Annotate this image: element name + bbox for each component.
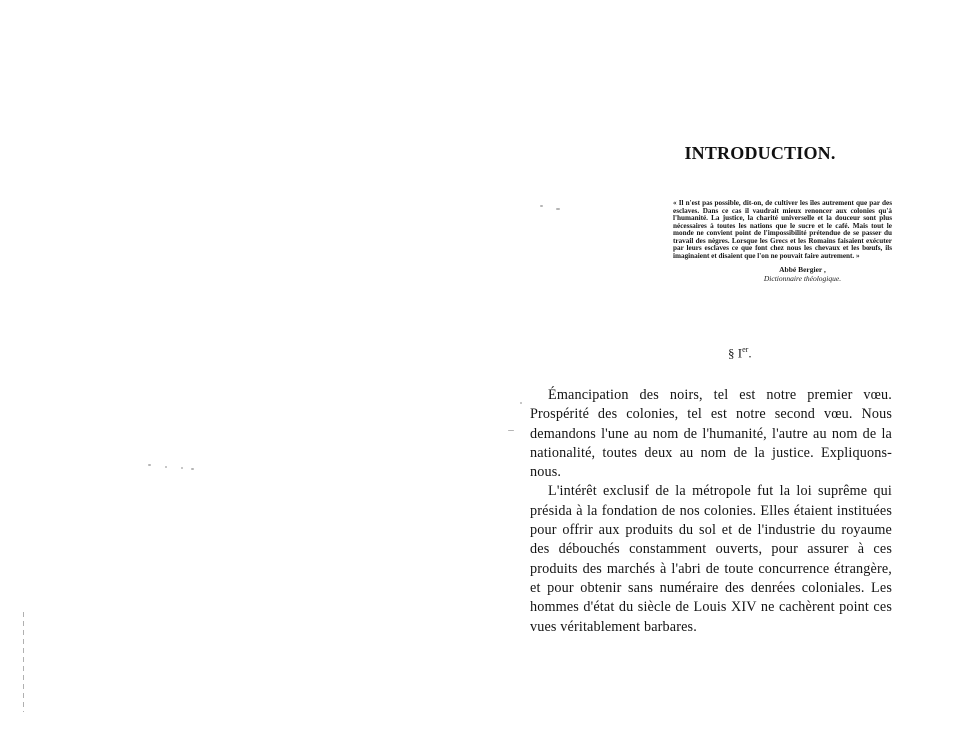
epigraph-author: Abbé Bergier , — [779, 265, 826, 274]
scan-speck — [181, 467, 183, 469]
section-symbol: § I — [728, 345, 743, 361]
epigraph-quote: « Il n'est pas possible, dit-on, de cultiver les îles autrement que par des esclaves. Dans ce cas il vaudrait mieux renoncer aux colonies qu'à l'humanité. La justice, la charité universelle et la douceur sont plus nécessaires à toutes les nations que le sucre et le café. Mais tout le monde ne convient point de l'impossibilité prétendue de se passer du travail des nègres. Lorsque les Grecs et les Romains faisaient exécuter par leurs esclaves ce que font chez nous les chevaux et les bœufs, ils imaginaient et disaient que l'on ne pouvait faire autrement. » — [673, 199, 892, 260]
paragraph: Émancipation des noirs, tel est notre premier vœu. Prospérité des colonies, tel est notre second vœu. Nous demandons l'une au nom de l'humanité, l'autre au nom de la nationalité, toutes deux au nom de la justice. Expliquons-nous. — [530, 387, 892, 481]
section-superscript: er — [742, 345, 749, 354]
epigraph-attribution — [673, 265, 892, 283]
section-number — [728, 345, 752, 361]
body-text — [530, 386, 892, 637]
epigraph-block — [673, 200, 892, 283]
scan-speck — [508, 430, 514, 431]
epigraph-source: Dictionnaire théologique. — [763, 274, 842, 283]
paragraph: L'intérêt exclusif de la métropole fut la loi suprême qui présida à la fondation de nos colonies. Elles étaient instituées pour offrir aux produits du sol et de l'industrie du royaume des débouchés constamment ouverts, pour assurer à ces produits des marchés à l'abri de toute concurrence étrangère, et pour obtenir sans numéraire des denrées coloniales. Les hommes d'état du siècle de Louis XIV ne cachèrent point ces vues véritablement barbares. — [530, 483, 892, 635]
page-title: INTRODUCTION. — [684, 143, 836, 163]
page-edge-shadow — [23, 612, 24, 712]
right-text-page — [520, 0, 960, 754]
section-period: . — [748, 345, 752, 361]
scan-speck — [191, 468, 194, 470]
scan-speck — [148, 464, 151, 466]
scan-speck — [165, 466, 167, 468]
